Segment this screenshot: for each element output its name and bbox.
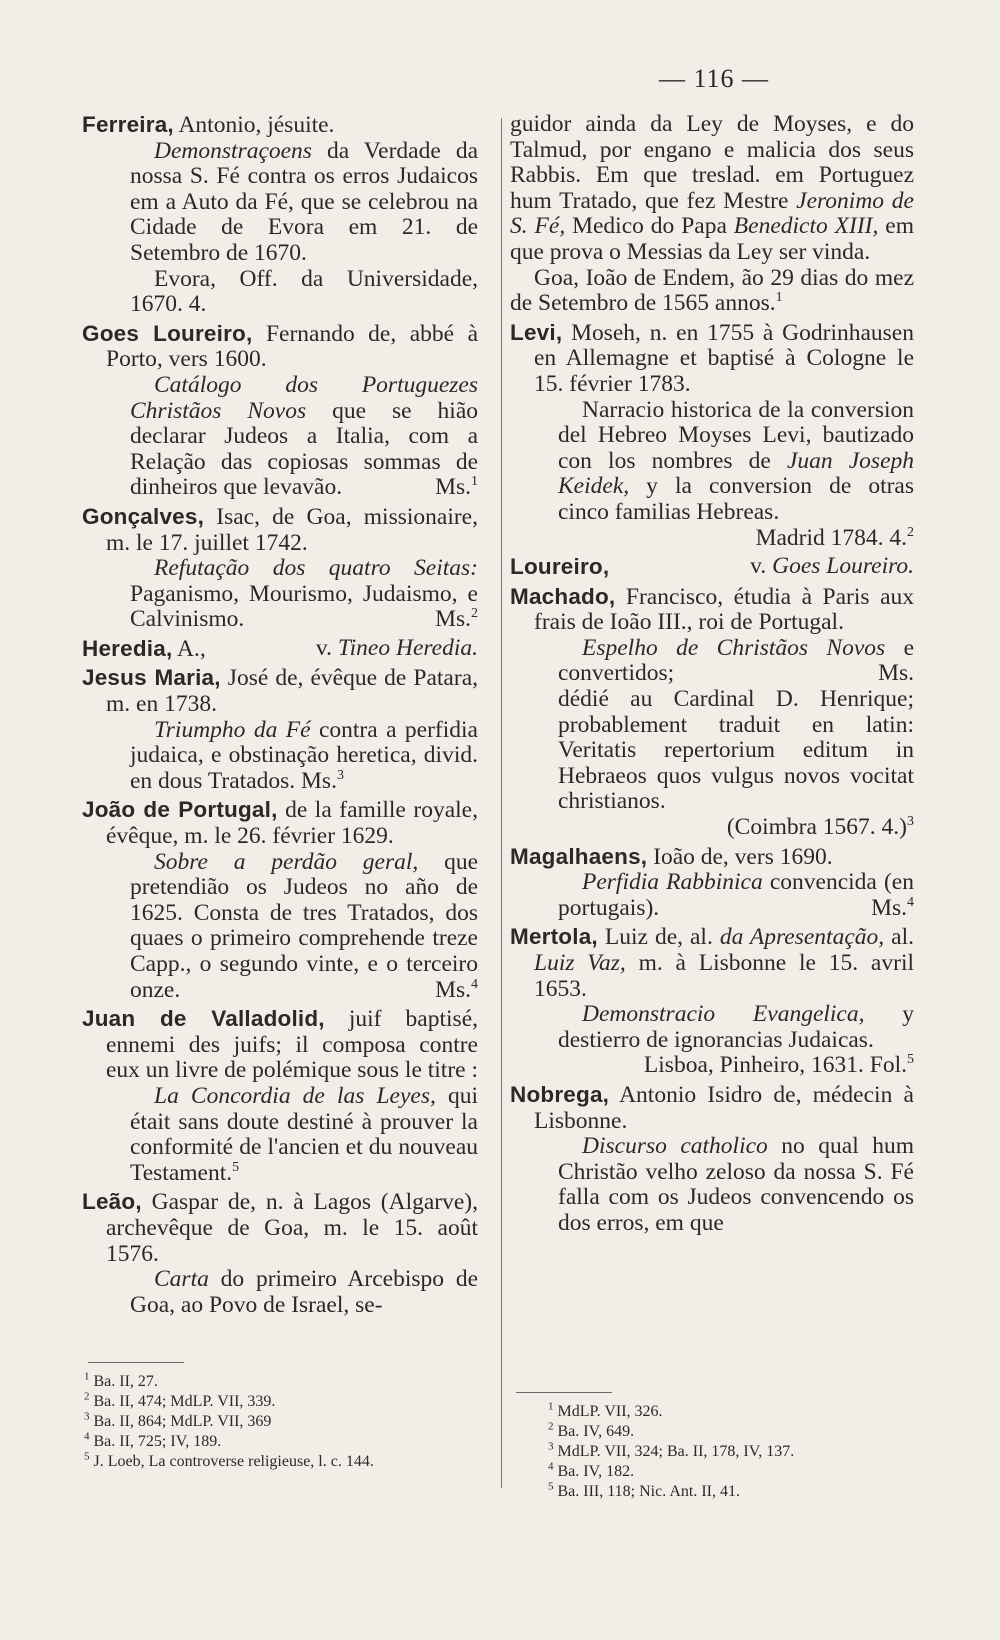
- footnotes-right: [546, 1402, 916, 1502]
- work-title: La Concordia de las Leyes,: [154, 1082, 436, 1109]
- entry-joao-de-portugal: João de Portugal, de la famille royale, évêque, m. le 26. février 1629. Sobre a perdão geral, que pretendião os Judeos no año de 1625. Consta de tres Tratados, dos quaes o primeiro comprehende treze Capp., o segundo vinte, e o terceiro onze. Ms.$^4$: [82, 797, 479, 1003]
- entry-heredia: Heredia, A., v. Tineo Heredia.: [82, 634, 478, 662]
- cross-reference: v. Goes Loureiro.: [750, 553, 914, 580]
- footnote: $^4$ Ba. II, 725; IV, 189.: [84, 1430, 222, 1450]
- footnote: $^2$ Ba. IV, 649.: [548, 1420, 635, 1440]
- entry-goes-loureiro: Goes Loureiro, Fernando de, abbé à Porto, vers 1600. Catálogo dos Portuguezes Christãos Novos que se hião declarar Judeos a Italia, com a Relação das copiosas sommas de dinheiros que levavão. Ms.$^1$: [82, 320, 479, 501]
- person-name: Juan Joseph Keidek,: [558, 447, 915, 500]
- footnote: $^1$ Ba. II, 27.: [84, 1370, 158, 1390]
- footnote: $^4$ Ba. IV, 182.: [548, 1460, 635, 1480]
- entry-loureiro: [510, 554, 914, 581]
- person-name: Jeronimo de S. Fé,: [510, 187, 914, 240]
- column-divider: [501, 118, 502, 1488]
- footnote: $^2$ Ba. II, 474; MdLP. VII, 339.: [84, 1390, 276, 1410]
- footnotes-left: [82, 1372, 478, 1472]
- entry-levi: Levi, Moseh, n. en 1755 à Godrinhausen en Allemagne et baptisé à Cologne le 15. février 1783. Narracio historica de la conversion del Hebreo Moyses Levi, bautizado con los nombres de Juan Joseph Keidek, y la conversion de otras cinco familias Hebreas. Madrid 1784. 4.$^2$: [510, 319, 915, 551]
- entry-nobrega: Nobrega, Antonio Isidro de, médecin à Lisbonne. Discurso catholico no qual hum Christão velho zeloso da nossa S. Fé falla com os Judeos convencendo os dos erros, em que: [510, 1081, 914, 1236]
- entry-heading: Jesus Maria,: [82, 665, 221, 691]
- footnote: $^5$ Ba. III, 118; Nic. Ant. II, 41.: [548, 1480, 740, 1500]
- entry-heading: Heredia,: [82, 635, 173, 661]
- cross-reference: v. Tineo Heredia.: [315, 634, 478, 661]
- publication-info: Lisboa, Pinheiro, 1631. Fol.$^5$: [643, 1052, 914, 1079]
- work-title: Espelho de Christãos Novos: [582, 634, 886, 661]
- left-column: [82, 112, 478, 1321]
- entry-heading: Juan de Valladolid,: [82, 1006, 325, 1032]
- footnote: $^1$ MdLP. VII, 326.: [548, 1400, 663, 1420]
- footnote: $^5$ J. Loeb, La controverse religieuse, l. c. 144.: [84, 1450, 374, 1470]
- entry-heading: João de Portugal,: [82, 797, 278, 823]
- work-title: Perfidia Rabbinica: [582, 869, 763, 896]
- entry-heading: Loureiro,: [510, 554, 610, 580]
- entry-juan-de-valladolid: Juan de Valladolid, juif baptisé, ennemi des juifs; il composa contre eux un livre de polémique sous le titre : La Concordia de las Leyes, qui était sans doute destiné à prouver la conformité de l'ancien et du nouveau Testament.$^5$: [82, 1006, 479, 1186]
- entry-continuation: guidor ainda da Ley de Moyses, e do Talmud, por engano e malicia dos seus Rabbis. Em que treslad. em Portuguez hum Tratado, que fez Mestre Jeronimo de S. Fé, Medico do Papa Benedicto XIII, em que prova o Messias da Ley ser vinda. Goa, Ioão de Endem, ão 29 dias do mez de Setembro de 1565 annos.$^1$: [510, 111, 914, 317]
- entry-heading: Mertola,: [510, 924, 598, 950]
- work-title: Catálogo dos Portuguezes Christãos Novos: [130, 371, 478, 424]
- publication-info: (Coimbra 1567. 4.)$^3$: [726, 814, 914, 841]
- entry-heading: Ferreira,: [82, 112, 174, 137]
- entry-leao: Leão, Gaspar de, n. à Lagos (Algarve), archevêque de Goa, m. le 15. août 1576. Carta do primeiro Arcebispo de Goa, ao Povo de Israel, se-: [82, 1189, 478, 1318]
- entry-heading: Leão,: [82, 1189, 142, 1215]
- page-number: — 116 —: [658, 64, 770, 93]
- footnote-rule-left: [88, 1362, 184, 1363]
- entry-jesus-maria: Jesus Maria, José de, évêque de Patara, m. en 1738. Triumpho da Fé contra a perfidia judaica, e obstinação heretica, divid. en dous Tratados. Ms.$^3$: [82, 665, 478, 794]
- work-title: Sobre a perdão geral,: [154, 848, 419, 875]
- entry-magalhaens: Magalhaens, Ioão de, vers 1690. Perfidia Rabbinica convencida (en portugais). Ms.$^4$: [510, 843, 914, 921]
- work-title: Demonstraçoens: [154, 137, 312, 164]
- entry-ferreira: Ferreira, Antonio, jésuite. Demonstraçoens da Verdade da nossa S. Fé contra os erros Judaicos em a Auto da Fé, que se celebrou na Cidade de Evora em 21. de Setembro de 1670. Evora, Off. da Universidade, 1670. 4.: [82, 112, 478, 318]
- publication-info: Madrid 1784. 4.$^2$: [755, 524, 914, 551]
- entry-heading: Nobrega,: [510, 1081, 610, 1107]
- work-title: Triumpho da Fé: [154, 716, 311, 743]
- publication-info: Goa, Ioão de Endem, ão 29 dias do mez de Setembro de 1565 annos.$^1$: [510, 264, 914, 317]
- entry-mertola: Mertola, Luiz de, al. da Apresentação, al. Luiz Vaz, m. à Lisbonne le 15. avril 1653. Demonstracio Evangelica, y destierro de ignorancias Judaicas. Lisboa, Pinheiro, 1631. Fol.$^5$: [510, 924, 915, 1079]
- person-name: Benedicto XIII,: [733, 213, 879, 240]
- work-title: Refutação dos quatro Seitas:: [154, 555, 478, 582]
- entry-goncalves: Gonçalves, Isac, de Goa, missionaire, m. le 17. juillet 1742. Refutação dos quatro Seitas: Paganismo, Mourismo, Judaismo, e Calvinismo. Ms.$^2$: [82, 503, 478, 633]
- entry-heading: Gonçalves,: [82, 503, 205, 529]
- footnote-rule-right: [516, 1392, 612, 1393]
- entry-heading: Goes Loureiro,: [82, 320, 253, 346]
- entry-heading: Magalhaens,: [510, 843, 648, 869]
- footnote: $^3$ Ba. II, 864; MdLP. VII, 369: [84, 1410, 272, 1430]
- work-title: Discurso catholico: [582, 1133, 768, 1160]
- work-title: Carta: [154, 1266, 209, 1293]
- right-column: [510, 112, 914, 1240]
- publication-info: Evora, Off. da Universidade, 1670. 4.: [130, 265, 478, 318]
- work-title: Demonstracio Evangelica,: [582, 1001, 865, 1028]
- entry-machado: Machado, Francisco, étudia à Paris aux frais de Ioão III., roi de Portugal. Espelho de Christãos Novos e convertidos; Ms. dédié au Cardinal D. Henrique; probablement traduit en latin: Veritatis repertorium editum in Hebraeos quos vulgus novos vocitat christianos. (Coimbra 1567. 4.)$^3$: [510, 583, 914, 841]
- entry-heading: Levi,: [510, 319, 563, 345]
- footnote: $^3$ MdLP. VII, 324; Ba. II, 178, IV, 137.: [548, 1440, 795, 1460]
- entry-heading: Machado,: [510, 583, 616, 609]
